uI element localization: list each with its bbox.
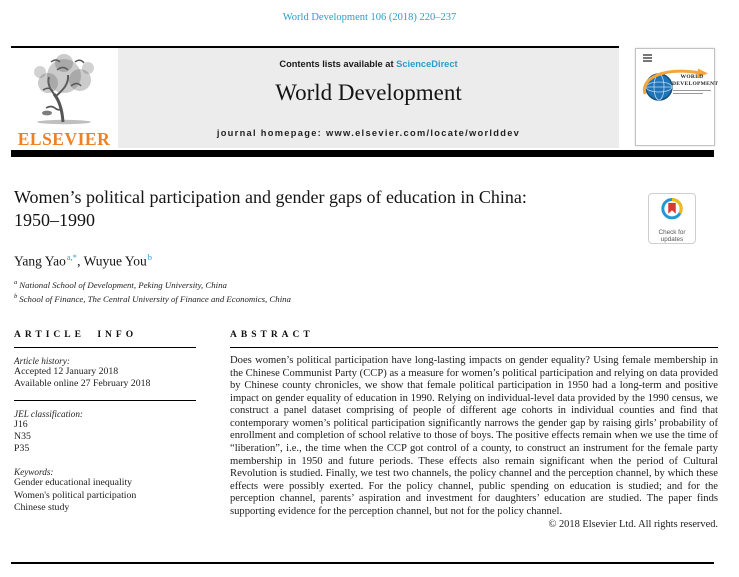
elsevier-logo[interactable] (12, 50, 116, 148)
contents-line (118, 59, 619, 69)
journal-cover-thumbnail[interactable] (635, 48, 719, 146)
article-history-item: Available online 27 February 2018 (14, 378, 151, 390)
crossmark-badge[interactable] (648, 193, 696, 244)
article-info-rule (14, 400, 196, 401)
author-name: Wuyue You (83, 253, 147, 269)
elsevier-wordmark: ELSEVIER (17, 129, 111, 149)
copyright-notice: © 2018 Elsevier Ltd. All rights reserved. (548, 519, 718, 531)
affiliations (14, 277, 291, 306)
article-info-rule (14, 347, 196, 348)
jel-code: P35 (14, 443, 30, 455)
affiliation-line: $^a$ National School of Development, Peking University, China (14, 279, 227, 290)
cover-title: WORLD DEVELOPMENT (672, 74, 719, 87)
article-title (14, 186, 639, 232)
header-bottom-bar (11, 150, 714, 157)
article-info-heading: ARTICLE INFO (14, 330, 138, 340)
journal-banner (118, 48, 619, 148)
abstract-heading: ABSTRACT (230, 330, 314, 340)
crossmark-label: Check for updates (658, 229, 686, 243)
article-history-label: Article history: (14, 356, 70, 367)
author-name: Yang Yao (14, 253, 66, 269)
keywords-label: Keywords: (14, 467, 54, 478)
author-line (14, 252, 152, 270)
contents-line-text: Contents lists available at (279, 59, 397, 69)
keyword-item: Gender educational inequality (14, 477, 133, 489)
journal-title: World Development (275, 80, 462, 105)
author-affiliation-link[interactable]: b (147, 252, 153, 262)
jel-classification-label: JEL classification: (14, 408, 83, 419)
sciencedirect-link[interactable]: ScienceDirect (396, 59, 458, 69)
article-history-item: Accepted 12 January 2018 (14, 366, 119, 378)
author-affiliation-link[interactable]: a,* (66, 252, 78, 262)
cover-tagline-lines (673, 90, 711, 95)
abstract-text: Does women’s political participation have long-lasting impacts on gender equality? Using female membership in the Chinese Communist Party (CCP) as a measure for women’s political participation and relying on data provided by Chinese county chronicles, we show that female political participation in 1950 had a long-term and positive impact on gender equality of education in 1990. Relying on individual-level data provided by the 1990 census, we construct a panel dataset comprising of people of different age cohorts in individual counties and find that contemporary women’s political participation significantly narrows the gender gap by raising girls’ probability of enrollment and completion of school relative to those of boys. The positive effects remain when we use the time of “liberation”, i.e., the time when the CCP got control of a county, to construct an instrument for the female party membership in 1950 and future periods. These effects also remain significant when the period of Cultural Revolution is studied. Finally, we test two channels, the policy channel and the perception channel, by which these effects were possibly exerted. For the policy channel, public spending on education is studied; and for the perception channel, parents’ aspiration and investment for daughters’ education are studied. The paper finds supporting evidence for the perception channel, but not for the policy channel. (230, 355, 718, 517)
affiliation-line: $^b$ School of Finance, The Central University of Finance and Economics, China (14, 293, 291, 305)
crossmark-icon (657, 210, 687, 227)
keyword-item: Women's political participation (14, 489, 137, 501)
abstract-section (230, 330, 718, 530)
article-title-line2: 1950–1990 (14, 210, 95, 230)
journal-homepage-link[interactable]: journal homepage: www.elsevier.com/locate/worlddev (216, 128, 521, 138)
author-separator: , (77, 253, 84, 269)
elsevier-tree-icon (23, 113, 105, 130)
keyword-item: Chinese study (14, 501, 70, 513)
article-title-line1: Women’s political participation and gender gaps of education in China: (14, 187, 527, 207)
abstract-rule (230, 347, 718, 348)
citation-header-link[interactable]: World Development 106 (2018) 220–237 (282, 12, 457, 23)
footer-rule (11, 562, 714, 564)
jel-code: N35 (14, 430, 31, 442)
jel-code: J16 (14, 418, 28, 430)
article-info-section (14, 330, 196, 514)
